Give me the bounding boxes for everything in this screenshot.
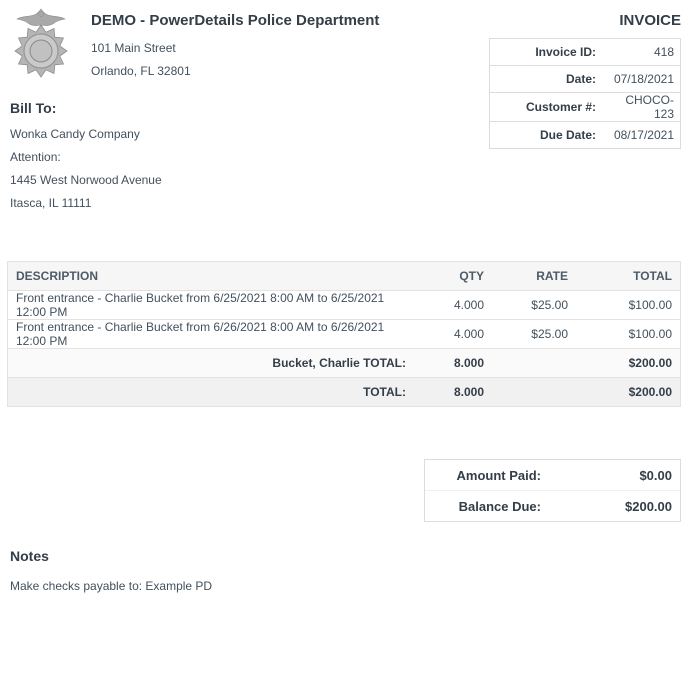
subtotal-qty: 8.000 [453,356,484,370]
invoice-date-row [490,66,681,93]
line-items-table [7,261,681,407]
item-rate: $25.00 [531,298,568,312]
amount-paid-row [425,460,680,490]
balance-due-label: Balance Due: [458,498,541,514]
bill-to-street: 1445 West Norwood Avenue [10,173,162,187]
invoice-date-value: 07/18/2021 [613,72,674,86]
header [7,8,681,215]
column-header-total: TOTAL [576,262,681,291]
invoice-date-label: Date: [565,72,596,86]
grand-total-rate [492,378,576,407]
summary-section [7,459,681,522]
item-description: Front entrance - Charlie Bucket from 6/25/2021 8:00 AM to 6/25/2021 12:00 PM [16,291,385,319]
grand-total-row [8,378,681,407]
item-description: Front entrance - Charlie Bucket from 6/26/2021 8:00 AM to 6/26/2021 12:00 PM [16,320,385,348]
item-total: $100.00 [628,327,672,341]
customer-number-value: CHOCO-123 [625,93,674,121]
invoice-info-panel [489,8,681,215]
bill-to-attention: Attention: [10,150,61,164]
amount-paid-label: Amount Paid: [456,467,541,483]
due-date-value: 08/17/2021 [613,128,674,142]
bill-to-heading: Bill To: [10,100,57,116]
bill-to-lines [10,123,489,215]
invoice-id-row [490,39,681,66]
company-address [91,37,379,83]
invoice-title: INVOICE [619,12,681,29]
bill-to-company: Wonka Candy Company [10,127,140,141]
customer-number-label: Customer #: [525,100,596,114]
grand-total-amount: $200.00 [628,385,672,399]
header-left [7,8,489,215]
bill-to-section [10,100,489,215]
subtotal-label: Bucket, Charlie TOTAL: [272,356,406,370]
grand-total-qty: 8.000 [453,385,484,399]
invoice-id-value: 418 [653,45,674,59]
balance-due-row [425,490,680,521]
company-address-line-1: 101 Main Street [91,41,176,55]
customer-number-row [490,93,681,122]
column-header-qty: QTY [414,262,492,291]
column-header-rate: RATE [492,262,576,291]
due-date-row [490,122,681,149]
police-badge-icon [10,8,72,80]
item-qty: 4.000 [453,327,484,341]
subtotal-total: $200.00 [628,356,672,370]
grand-total-label: TOTAL: [363,385,406,399]
company-name: DEMO - PowerDetails Police Department [91,12,380,29]
item-total: $100.00 [628,298,672,312]
amount-paid-value: $0.00 [639,467,672,483]
bill-to-city: Itasca, IL 11111 [10,196,92,210]
column-header-description: DESCRIPTION [8,262,415,291]
company-address-line-2: Orlando, FL 32801 [91,64,191,78]
due-date-label: Due Date: [539,128,596,142]
subtotal-rate [492,349,576,378]
item-rate: $25.00 [531,327,568,341]
notes-text: Make checks payable to: Example PD [10,579,213,593]
invoice-id-label: Invoice ID: [535,45,596,59]
notes-heading: Notes [10,548,49,564]
table-row [8,320,681,349]
table-header-row [8,262,681,291]
invoice-info-table [489,38,681,149]
summary-box [424,459,681,522]
company-block [10,8,489,83]
notes-section [7,548,681,593]
item-qty: 4.000 [453,298,484,312]
balance-due-value: $200.00 [625,498,672,514]
subtotal-row [8,349,681,378]
table-row [8,291,681,320]
company-text [91,8,379,83]
